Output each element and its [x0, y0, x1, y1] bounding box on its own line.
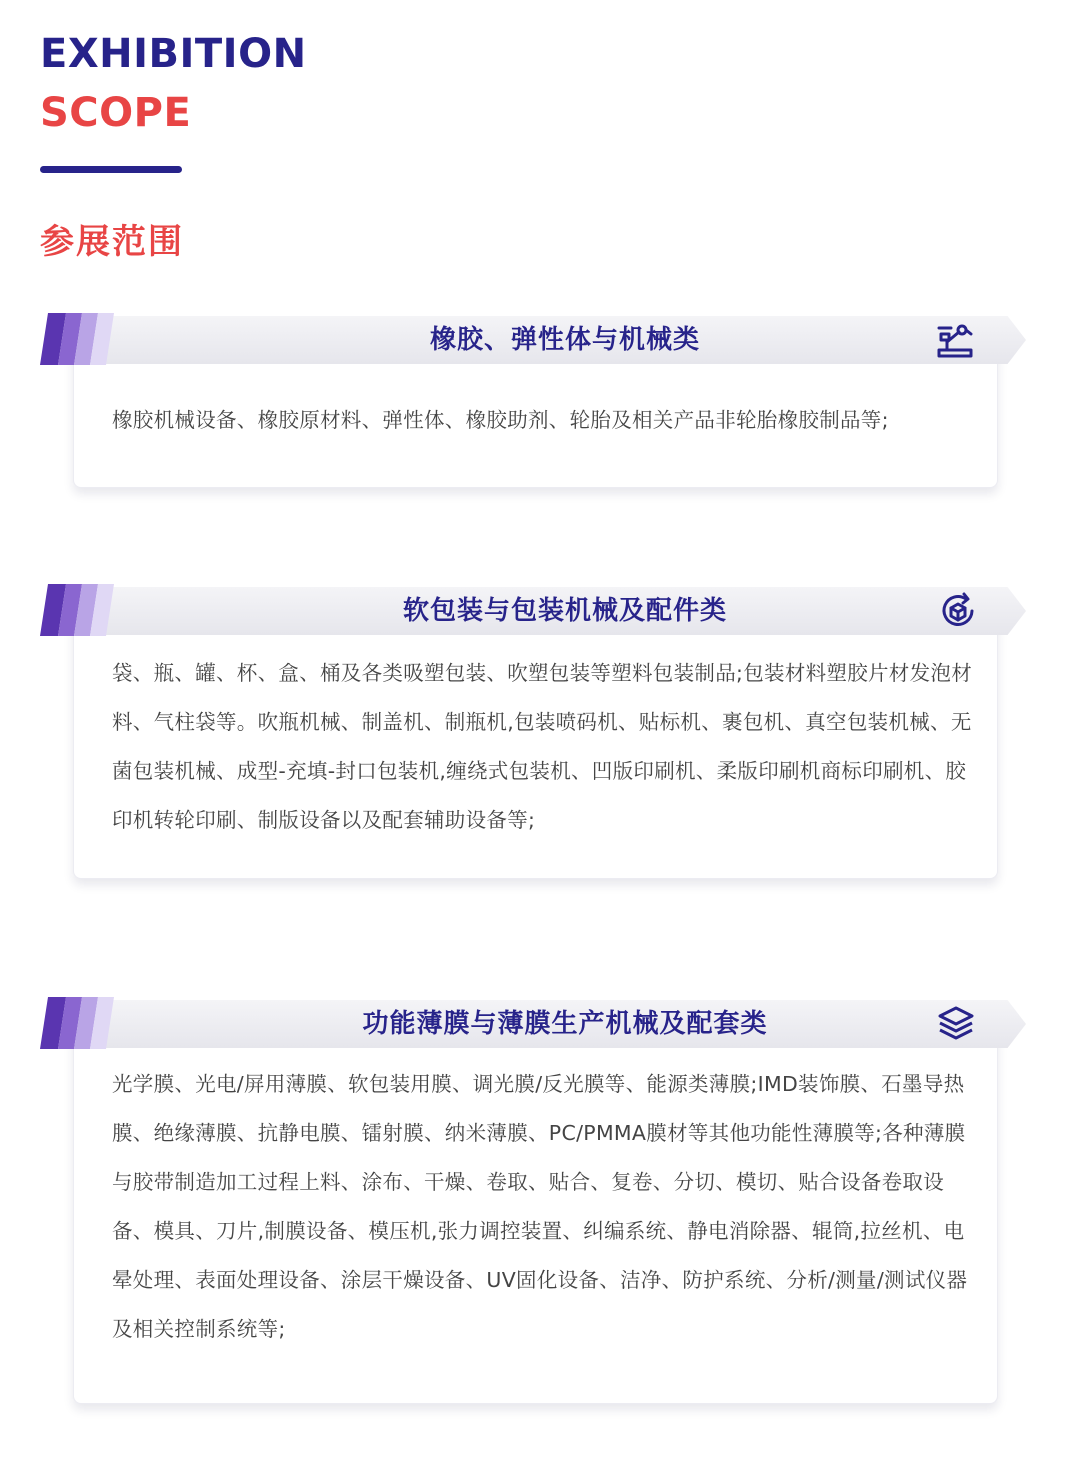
section-title: 橡胶、弹性体与机械类	[429, 325, 700, 355]
section-rubber	[0, 316, 1080, 491]
section-body: 橡胶机械设备、橡胶原材料、弹性体、橡胶助剂、轮胎及相关产品非轮胎橡胶制品等;	[112, 408, 889, 432]
section-body: 袋、瓶、罐、杯、盒、桶及各类吸塑包装、吹塑包装等塑料包装制品;包装材料塑胶片材发泡材料、气柱袋等。吹瓶机械、制盖机、制瓶机,包装喷码机、贴标机、裹包机、真空包装机械、无菌包装机械、成型-充填-封口包装机,缠绕式包装机、凹版印刷机、柔版印刷机商标印刷机、胶印机转轮印刷、制版设备以及配套辅助设备等;	[112, 661, 973, 832]
title-exhibition: EXHIBITION	[40, 31, 307, 77]
package-recycle-icon	[938, 591, 978, 631]
section-body: 光学膜、光电/屏用薄膜、软包装用膜、调光膜/反光膜等、能源类薄膜;IMD装饰膜、石墨导热膜、绝缘薄膜、抗静电膜、镭射膜、纳米薄膜、PC/PMMA膜材等其他功能性薄膜等;各种薄膜与胶带制造加工过程上料、涂布、干燥、卷取、贴合、复卷、分切、模切、贴合设备卷取设备、模具、刀片,制膜设备、模压机,张力调控装置、纠编系统、静电消除器、辊筒,拉丝机、电晕处理、表面处理设备、涂层干燥设备、UV固化设备、洁净、防护系统、分析/测量/测试仪器及相关控制系统等;	[112, 1072, 968, 1341]
title-cn: 参展范围	[40, 222, 184, 262]
layers-icon	[936, 1004, 976, 1044]
robot-arm-icon	[935, 320, 975, 360]
section-title: 软包装与包装机械及配件类	[402, 596, 727, 626]
section-film	[0, 1000, 1080, 1410]
section-packaging	[0, 587, 1080, 882]
section-title: 功能薄膜与薄膜生产机械及配套类	[362, 1009, 768, 1039]
title-underline	[40, 166, 182, 173]
title-scope: SCOPE	[40, 90, 192, 136]
